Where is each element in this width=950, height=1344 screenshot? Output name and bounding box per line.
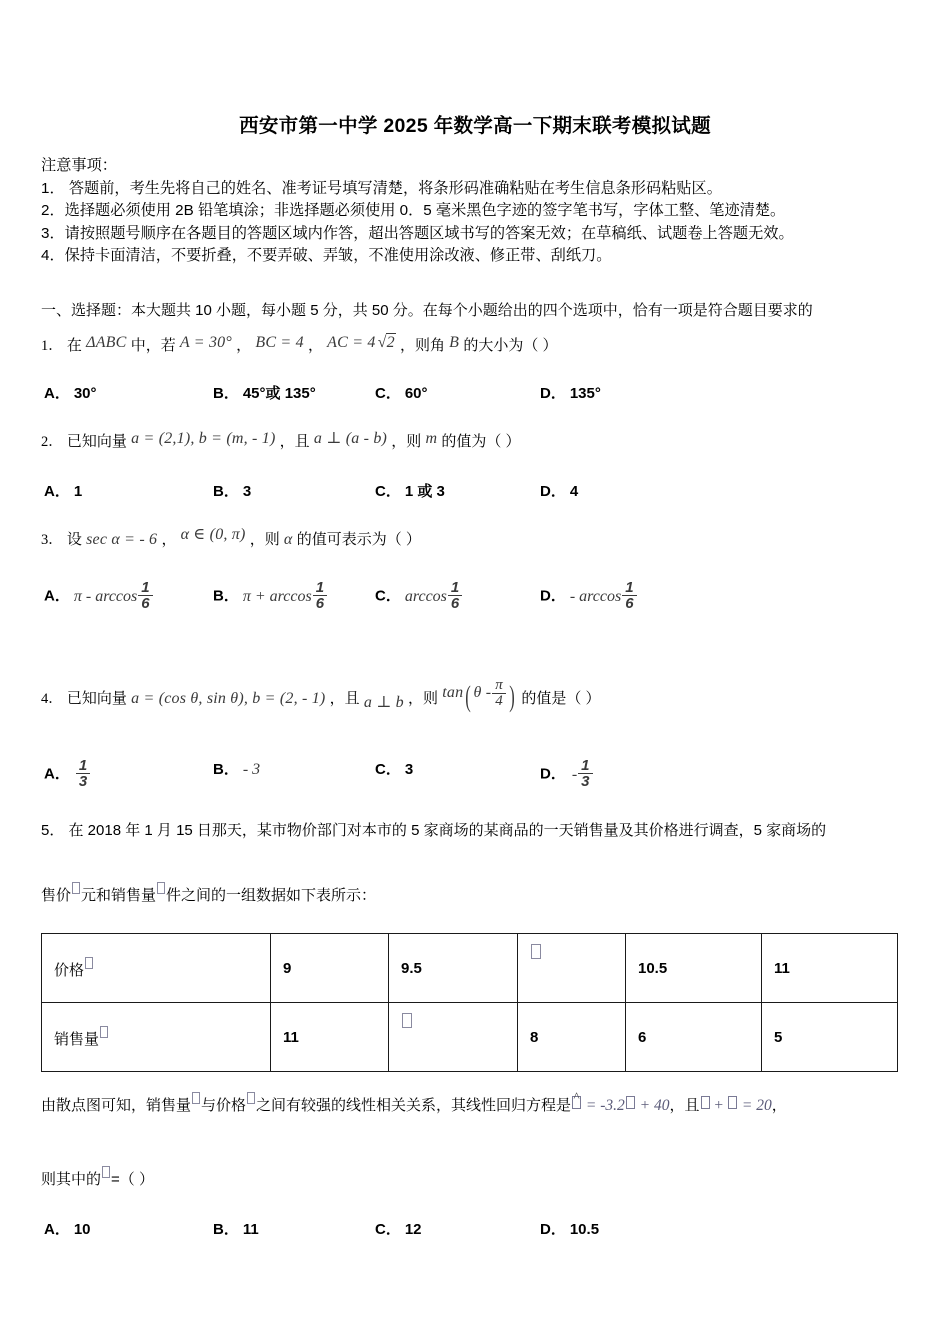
sqrt-icon: √2 [377, 334, 395, 351]
q1-math-angle-b: B [449, 334, 460, 351]
q2-math-vectors: a = (2,1), b = (m, - 1) [131, 430, 276, 447]
table-cell-sales-1: 11 [271, 1003, 389, 1072]
table-row-header-price: 价格 [42, 934, 271, 1003]
question-5-stem-line-2 [41, 882, 921, 907]
q4-frac-pi-4: $\frac{\pi}{4}$ [492, 678, 506, 710]
table-cell-price-5: 11 [762, 934, 898, 1003]
q1-comma-2: ， [307, 337, 323, 354]
missing-glyph-icon [626, 1096, 635, 1109]
q4-comma-2: ，则 [408, 689, 439, 707]
q4-option-a[interactable]: A． $\frac{1}{3}$ [44, 758, 91, 790]
question-5-regression-line [41, 1089, 921, 1117]
q5-prose-2a: 售价 [41, 887, 72, 904]
question-4-options [41, 750, 921, 796]
q2-math-m: m [425, 430, 438, 447]
notice-item-2: 2．选择题必须使用 2B 铅笔填涂；非选择题必须使用 0．5 毫米黑色字迹的签字笔书写，字体工整、笔迹清楚。 [41, 202, 786, 219]
q1-option-a[interactable]: A． 30° [44, 385, 97, 402]
q1-math-bc: BC = 4 [255, 334, 304, 351]
notice-item-3: 3．请按照题号顺序在各题目的答题区域内作答，超出答题区域书写的答案无效；在草稿纸、试题卷上答题无效。 [41, 224, 794, 242]
q4-option-c[interactable]: C． 3 [375, 761, 414, 778]
q5-after-c: 之间有较强的线性相关关系，其线性回归方程是 [256, 1097, 572, 1114]
q5-after-e: ， [771, 1097, 787, 1114]
q3-frac-c: $\frac{1}{6}$ [448, 580, 462, 612]
missing-glyph-icon [701, 1096, 710, 1109]
q3-option-c[interactable]: C． arccos $\frac{1}{6}$ [375, 580, 463, 612]
table-cell-price-3 [518, 934, 626, 1003]
notice-item-4: 4．保持卡面清洁，不要折叠，不要弄破、弄皱，不准使用涂改液、修正带、刮纸刀。 [41, 247, 612, 264]
q4-text-2: 的值是（ ） [521, 689, 601, 707]
question-3-stem [41, 524, 421, 551]
q4-frac-a: $\frac{1}{3}$ [76, 758, 90, 790]
y-hat-glyph: ^ [571, 1095, 582, 1117]
missing-glyph-icon [102, 1166, 110, 1178]
table-cell-sales-3: 8 [518, 1003, 626, 1072]
right-paren-icon: ) [509, 679, 515, 713]
q5-final-a: 则其中的 [41, 1171, 102, 1188]
q4-math-tan: tan( θ - $\frac{\pi}{4}$ ) [442, 677, 515, 713]
q1-option-b[interactable]: B． 45°或 135° [213, 385, 316, 402]
section-heading: 一、选择题：本大题共 10 小题，每小题 5 分，共 50 分。在每个小题给出的四个选项中，恰有一项是符合题目要求的 [41, 302, 813, 319]
q4-math-perp: a ⊥ b [363, 693, 404, 711]
question-5-number: 5． [41, 822, 65, 839]
notice-heading: 注意事项： [41, 157, 117, 174]
page-title: 西安市第一中学 2025 年数学高一下期末联考模拟试题 [239, 115, 711, 137]
q3-frac-a: $\frac{1}{6}$ [138, 580, 152, 612]
question-3-options [41, 572, 921, 618]
q5-option-b[interactable]: B． 11 [213, 1221, 259, 1238]
table-row-header-sales: 销售量 [42, 1003, 271, 1072]
q4-option-b[interactable]: B． - 3 [213, 761, 261, 778]
q4-frac-d: $\frac{1}{3}$ [578, 758, 592, 790]
q3-math-alpha: α [283, 531, 293, 548]
question-5-options [41, 1218, 921, 1244]
q1-math-ac: AC = 4 √2 [327, 332, 396, 354]
q3-frac-b: $\frac{1}{6}$ [313, 580, 327, 612]
question-2-options [41, 480, 921, 506]
q4-text-1: 已知向量 [66, 689, 127, 707]
q5-option-c[interactable]: C． 12 [375, 1221, 422, 1238]
q1-math-angle-a: A = 30° [179, 334, 232, 351]
q2-option-b[interactable]: B． 3 [213, 483, 252, 500]
q3-math-sec: sec α = - 6 [86, 531, 158, 548]
question-4-stem [41, 678, 601, 714]
q5-after-b: 与价格 [201, 1097, 247, 1114]
q3-comma-1: ， [161, 531, 177, 548]
question-1-number: 1． [41, 338, 63, 354]
q2-option-d[interactable]: D． 4 [540, 483, 579, 500]
question-5-stem-line-1 [41, 820, 921, 842]
q1-option-d[interactable]: D． 135° [540, 385, 601, 402]
missing-glyph-icon [85, 957, 93, 969]
q5-prose-2b: 元和销售量 [81, 887, 157, 904]
table-row [42, 1003, 898, 1072]
missing-glyph-icon [192, 1092, 200, 1104]
q1-math-triangle: ΔABC [86, 334, 127, 351]
q3-option-a[interactable]: A． π - arccos $\frac{1}{6}$ [44, 580, 154, 612]
q5-after-a: 由散点图可知，销售量 [41, 1097, 192, 1114]
q3-frac-d: $\frac{1}{6}$ [622, 580, 636, 612]
q4-comma-1: ，且 [329, 689, 360, 707]
q3-option-b[interactable]: B． π + arccos $\frac{1}{6}$ [213, 580, 328, 612]
q1-text-2: 中，若 [130, 337, 176, 354]
q3-comma-2: ，则 [249, 531, 280, 548]
question-1-stem [41, 332, 557, 357]
q5-option-d[interactable]: D． 10.5 [540, 1221, 600, 1238]
missing-glyph-icon [72, 882, 80, 894]
q2-option-a[interactable]: A． 1 [44, 483, 83, 500]
missing-glyph-icon [728, 1096, 737, 1109]
question-3-number: 3． [41, 532, 63, 548]
q1-comma-1: ， [236, 337, 252, 354]
question-4-number: 4． [41, 690, 63, 707]
left-paren-icon: ( [465, 679, 472, 713]
missing-glyph-icon [100, 1026, 108, 1038]
question-2-stem [41, 428, 521, 453]
q2-math-perp: a ⊥ (a - b) [313, 430, 388, 447]
table-cell-price-1: 9 [271, 934, 389, 1003]
table-cell-sales-5: 5 [762, 1003, 898, 1072]
notice-block [41, 155, 911, 268]
q2-comma-1: ，且 [279, 433, 310, 450]
table-cell-price-2: 9.5 [389, 934, 518, 1003]
missing-glyph-icon [531, 944, 541, 959]
table-cell-sales-2 [389, 1003, 518, 1072]
q3-text-2: 的值可表示为（ ） [296, 531, 421, 548]
q5-after-d: ，且 [669, 1097, 700, 1114]
missing-glyph-icon [157, 882, 165, 894]
q2-text-2: 的值为（ ） [441, 433, 521, 450]
q1-option-c[interactable]: C． 60° [375, 385, 428, 402]
q5-option-a[interactable]: A． 10 [44, 1221, 91, 1238]
table-cell-sales-4: 6 [626, 1003, 762, 1072]
q3-text-1: 设 [66, 531, 82, 548]
q4-option-d[interactable]: D． - $\frac{1}{3}$ [540, 758, 594, 790]
question-5-final-line [41, 1166, 921, 1191]
question-1-options [41, 382, 921, 408]
regression-equation: ^ = -3.2 + 40 [571, 1097, 669, 1114]
sales-price-table [41, 933, 898, 1072]
q2-option-c[interactable]: C． 1 或 3 [375, 483, 445, 500]
table-cell-price-4: 10.5 [626, 934, 762, 1003]
q2-comma-2: ，则 [391, 433, 422, 450]
q3-math-interval: α ∈ (0, π) [180, 526, 246, 543]
q1-text-1: 在 [66, 337, 82, 354]
q1-text-4: 的大小为（ ） [463, 337, 558, 354]
table-row [42, 934, 898, 1003]
q1-text-3: ，则角 [399, 337, 445, 354]
missing-glyph-icon [402, 1013, 412, 1028]
notice-item-1: 1． 答题前，考生先将自己的姓名、准考证号填写清楚，将条形码准确粘贴在考生信息条形码粘贴区。 [41, 179, 722, 197]
q5-final-b: =（ ） [111, 1171, 154, 1188]
q3-option-d[interactable]: D． - arccos $\frac{1}{6}$ [540, 580, 638, 612]
regression-sum: + = 20 [700, 1097, 772, 1114]
question-2-number: 2． [41, 434, 63, 450]
missing-glyph-icon [247, 1092, 255, 1104]
q2-text-1: 已知向量 [66, 433, 127, 450]
q5-prose-1: 在 2018 年 1 月 15 日那天，某市物价部门对本市的 5 家商场的某商品的一天销售量及其价格进行调查，5 家商场的 [68, 822, 827, 839]
q5-prose-2c: 件之间的一组数据如下表所示： [166, 887, 377, 904]
q4-math-vectors: a = (cos θ, sin θ), b = (2, - 1) [131, 689, 326, 707]
